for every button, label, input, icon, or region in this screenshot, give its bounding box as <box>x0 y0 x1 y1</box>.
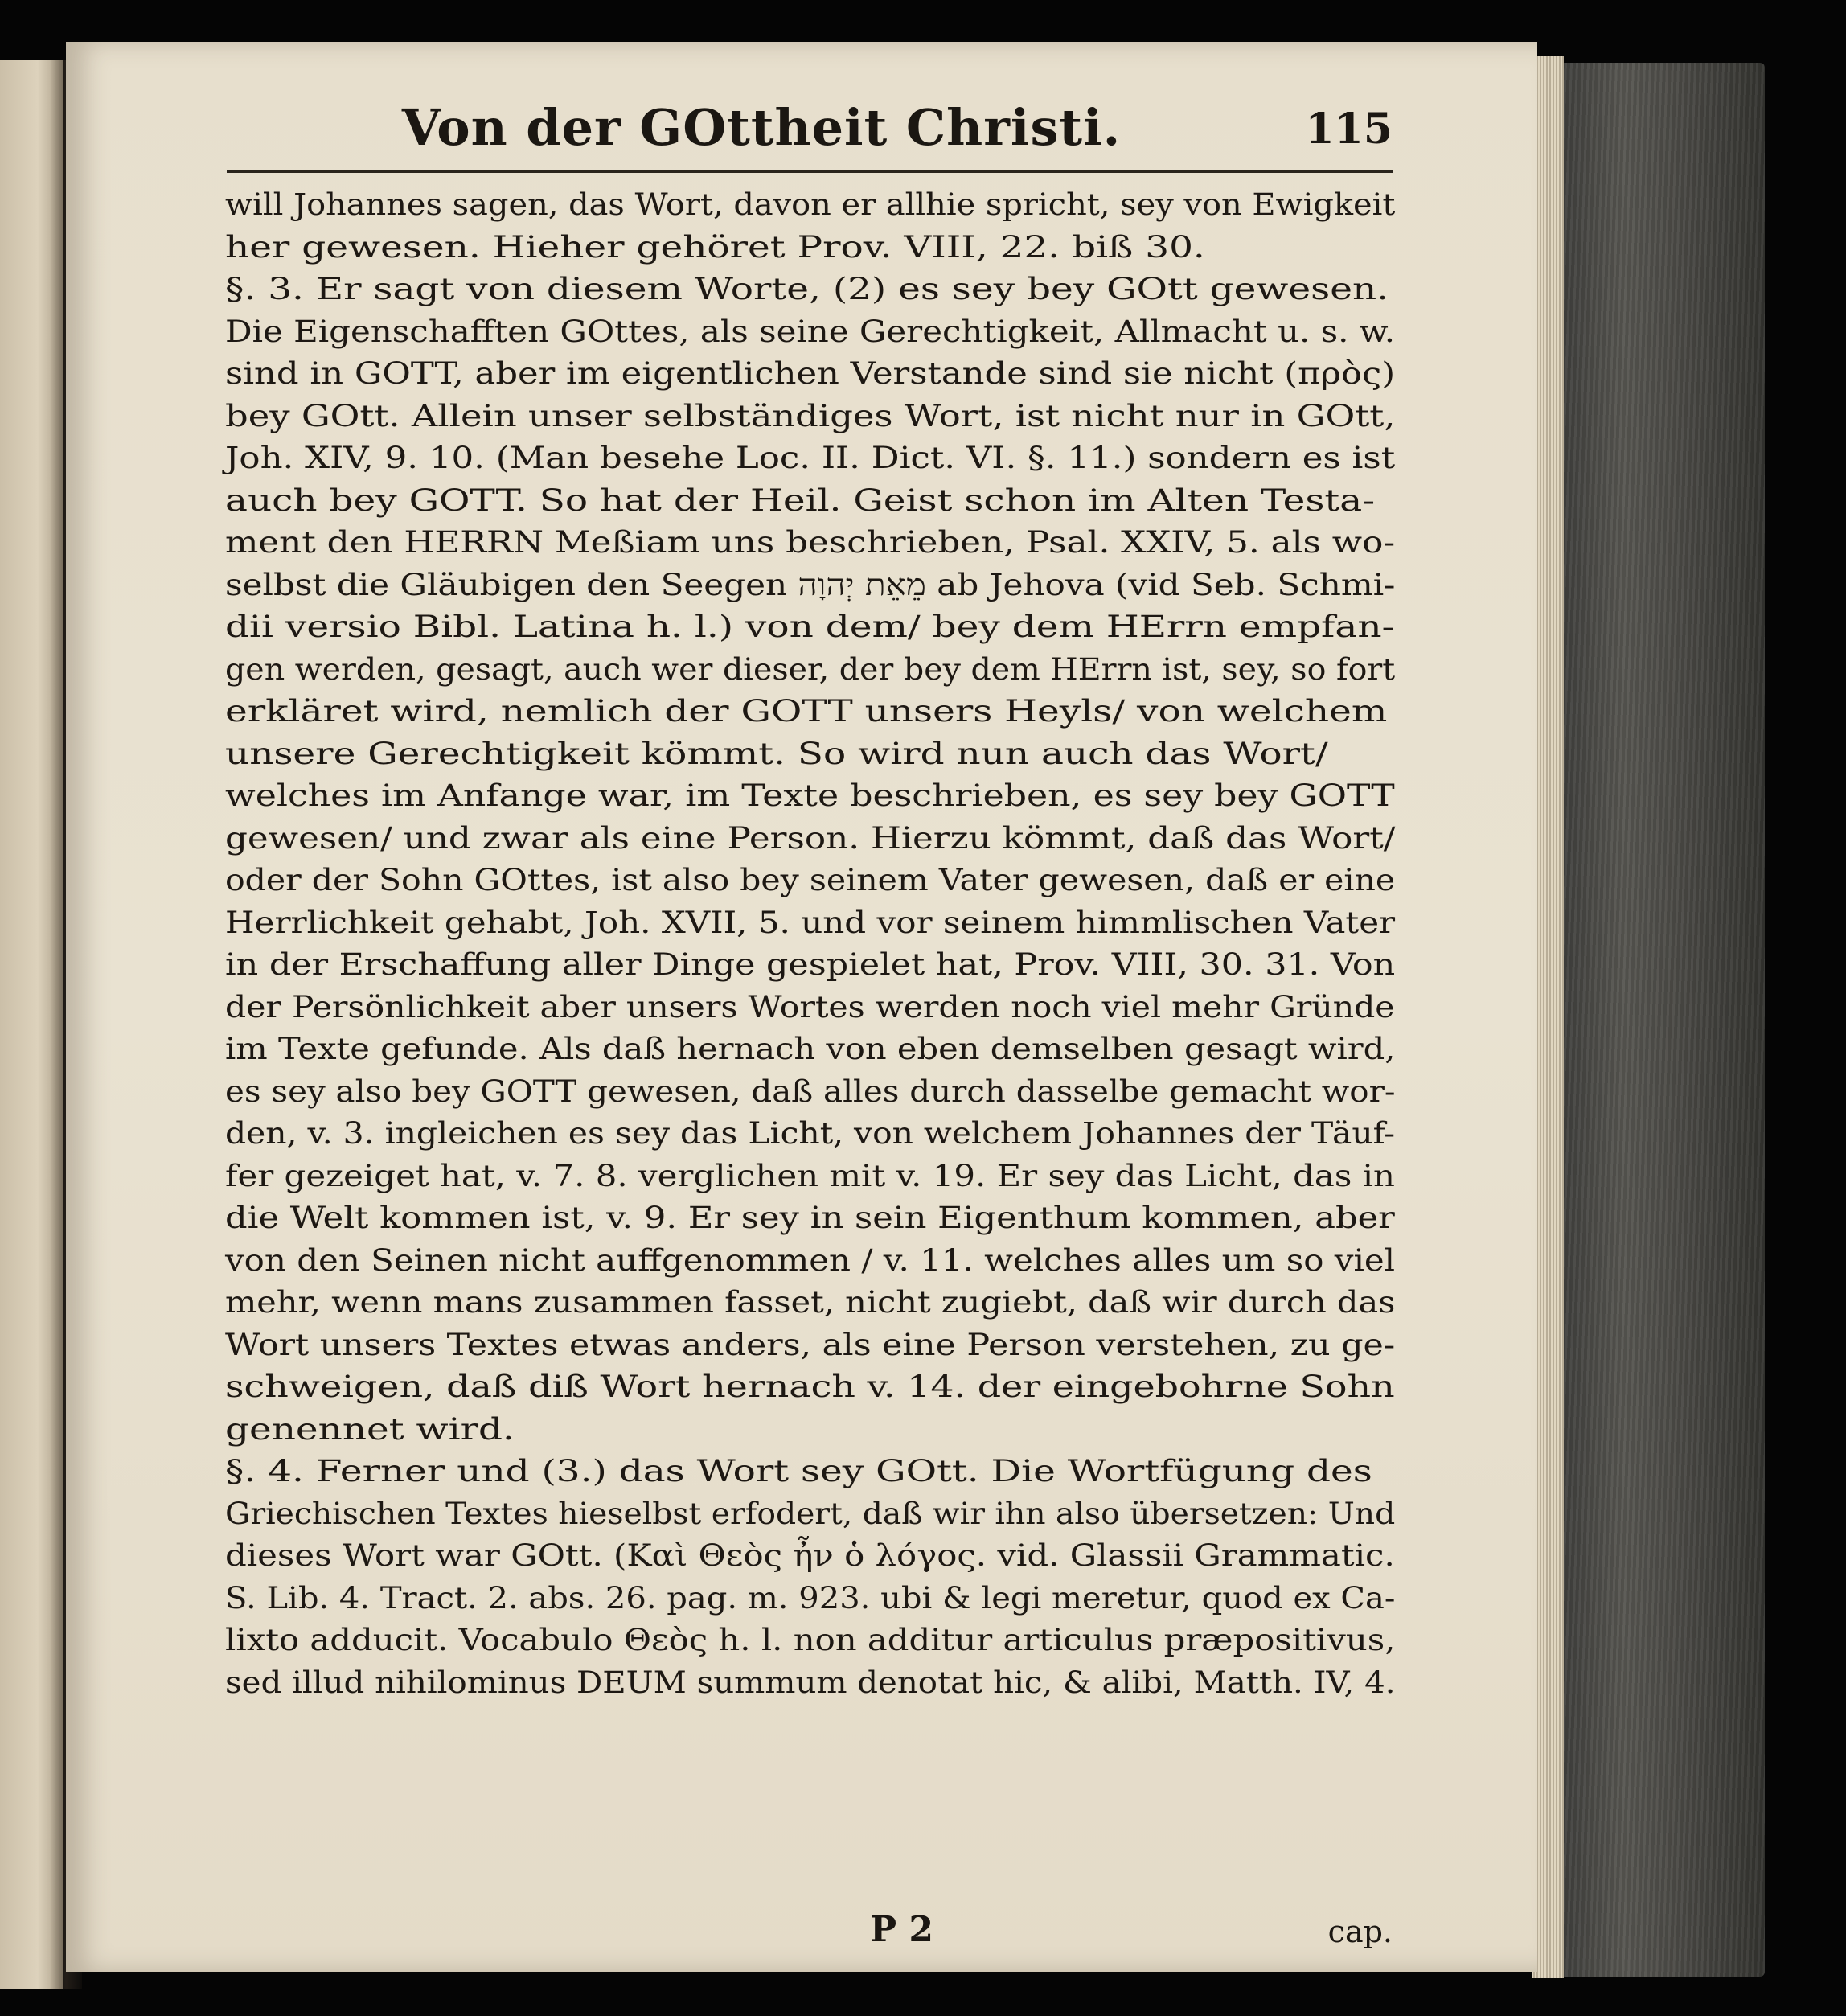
signature-mark: P 2 <box>870 1909 934 1950</box>
text-line: den, v. 3. ingleichen es sey das Licht, von welchem Johannes der Täuf- <box>225 1115 1396 1151</box>
text-line: S. Lib. 4. Tract. 2. abs. 26. pag. m. 923. ubi & legi meretur, quod ex Ca- <box>225 1579 1396 1616</box>
text-line: §. 4. Ferner und (3.) das Wort sey GOtt. Die Wortfügung des <box>225 1453 1372 1488</box>
text-line: §. 3. Er sagt von diesem Worte, (2) es sey bey GOtt gewesen. <box>225 271 1389 306</box>
text-line: gewesen/ und zwar als eine Person. Hierzu kömmt, daß das Wort/ <box>225 819 1396 856</box>
text-line: auch bey GOTT. So hat der Heil. Geist schon im Alten Testa- <box>225 482 1376 518</box>
catchword: cap. <box>1327 1914 1393 1949</box>
text-line: genennet wird. <box>225 1410 515 1447</box>
running-head: Von der GOttheit Christi. <box>401 98 1122 157</box>
text-line: schweigen, daß diß Wort hernach v. 14. der eingebohrne Sohn <box>225 1369 1395 1404</box>
text-line: dii versio Bibl. Latina h. l.) von dem/ bey dem HErrn empfan- <box>225 609 1395 644</box>
text-line: welches im Anfange war, im Texte beschrieben, es sey bey GOTT <box>225 778 1395 813</box>
text-line: in der Erschaffung aller Dinge gespielet hat, Prov. VIII, 30. 31. Von <box>225 946 1396 982</box>
text-line: mehr, wenn mans zusammen fasset, nicht zugiebt, daß wir durch das <box>225 1284 1396 1320</box>
text-line: sed illud nihilominus DEUM summum denotat hic, & alibi, Matth. IV, 4. <box>225 1664 1396 1700</box>
text-line: bey GOtt. Allein unser selbständiges Wort, ist nicht nur in GOtt, <box>225 397 1396 433</box>
page-header <box>227 98 1393 170</box>
text-line: die Welt kommen ist, v. 9. Er sey in sein Eigenthum kommen, aber <box>225 1200 1395 1235</box>
text-line: Joh. XIV, 9. 10. (Man besehe Loc. II. Dict. VI. §. 11.) sondern es ist <box>225 440 1396 475</box>
page-number: 115 <box>1305 105 1393 154</box>
text-line: her gewesen. Hieher gehöret Prov. VIII, 22. biß 30. <box>225 228 1205 265</box>
book-page <box>66 42 1537 1972</box>
text-line: will Johannes sagen, das Wort, davon er allhie spricht, sey von Ewigkeit <box>225 187 1396 222</box>
text-line: Herrlichkeit gehabt, Joh. XVII, 5. und vor seinem himmlischen Vater <box>225 904 1396 940</box>
text-line: lixto adducit. Vocabulo Θεὸς h. l. non additur articulus præpositivus, <box>225 1622 1396 1657</box>
text-line: Wort unsers Textes etwas anders, als eine Person verstehen, zu ge- <box>225 1326 1396 1362</box>
header-rule <box>227 170 1393 173</box>
text-line: gen werden, gesagt, auch wer dieser, der bey dem HErrn ist, sey, so fort <box>225 651 1396 687</box>
text-line: erkläret wird, nemlich der GOTT unsers Heyls/ von welchem <box>225 693 1388 729</box>
text-line: ment den HERRN Meßiam uns beschrieben, Psal. XXIV, 5. als wo- <box>225 524 1396 560</box>
text-line: selbst die Gläubigen den Seegen מֵאֵת יְהוָה ab Jehova (vid Seb. Schmi- <box>225 566 1396 602</box>
text-line: unsere Gerechtigkeit kömmt. So wird nun auch das Wort/ <box>225 735 1328 771</box>
text-line: Die Eigenschafften GOttes, als seine Gerechtigkeit, Allmacht u. s. w. <box>225 313 1396 349</box>
text-line: sind in GOTT, aber im eigentlichen Verstande sind sie nicht (πρὸς) <box>225 355 1396 391</box>
text-line: von den Seinen nicht auffgenommen / v. 11. welches alles um so viel <box>225 1242 1396 1278</box>
book-cover-board <box>1548 63 1765 1977</box>
text-line: Griechischen Textes hieselbst erfodert, daß wir ihn also übersetzen: Und <box>225 1495 1396 1531</box>
text-line: im Texte gefunde. Als daß hernach von eben demselben gesagt wird, <box>225 1031 1396 1066</box>
text-line: oder der Sohn GOttes, ist also bey seinem Vater gewesen, daß er eine <box>225 862 1396 897</box>
text-line: der Persönlichkeit aber unsers Wortes werden noch viel mehr Gründe <box>225 988 1395 1024</box>
text-line: dieses Wort war GOtt. (Καὶ Θεὸς ἦν ὁ λόγος. vid. Glassii Grammatic. <box>225 1538 1395 1573</box>
page-footer <box>227 1909 1393 1957</box>
body-text <box>225 183 1395 1703</box>
text-line: es sey also bey GOTT gewesen, daß alles durch dasselbe gemacht wor- <box>225 1073 1396 1109</box>
text-line: fer gezeiget hat, v. 7. 8. verglichen mit v. 19. Er sey das Licht, das in <box>225 1157 1395 1193</box>
